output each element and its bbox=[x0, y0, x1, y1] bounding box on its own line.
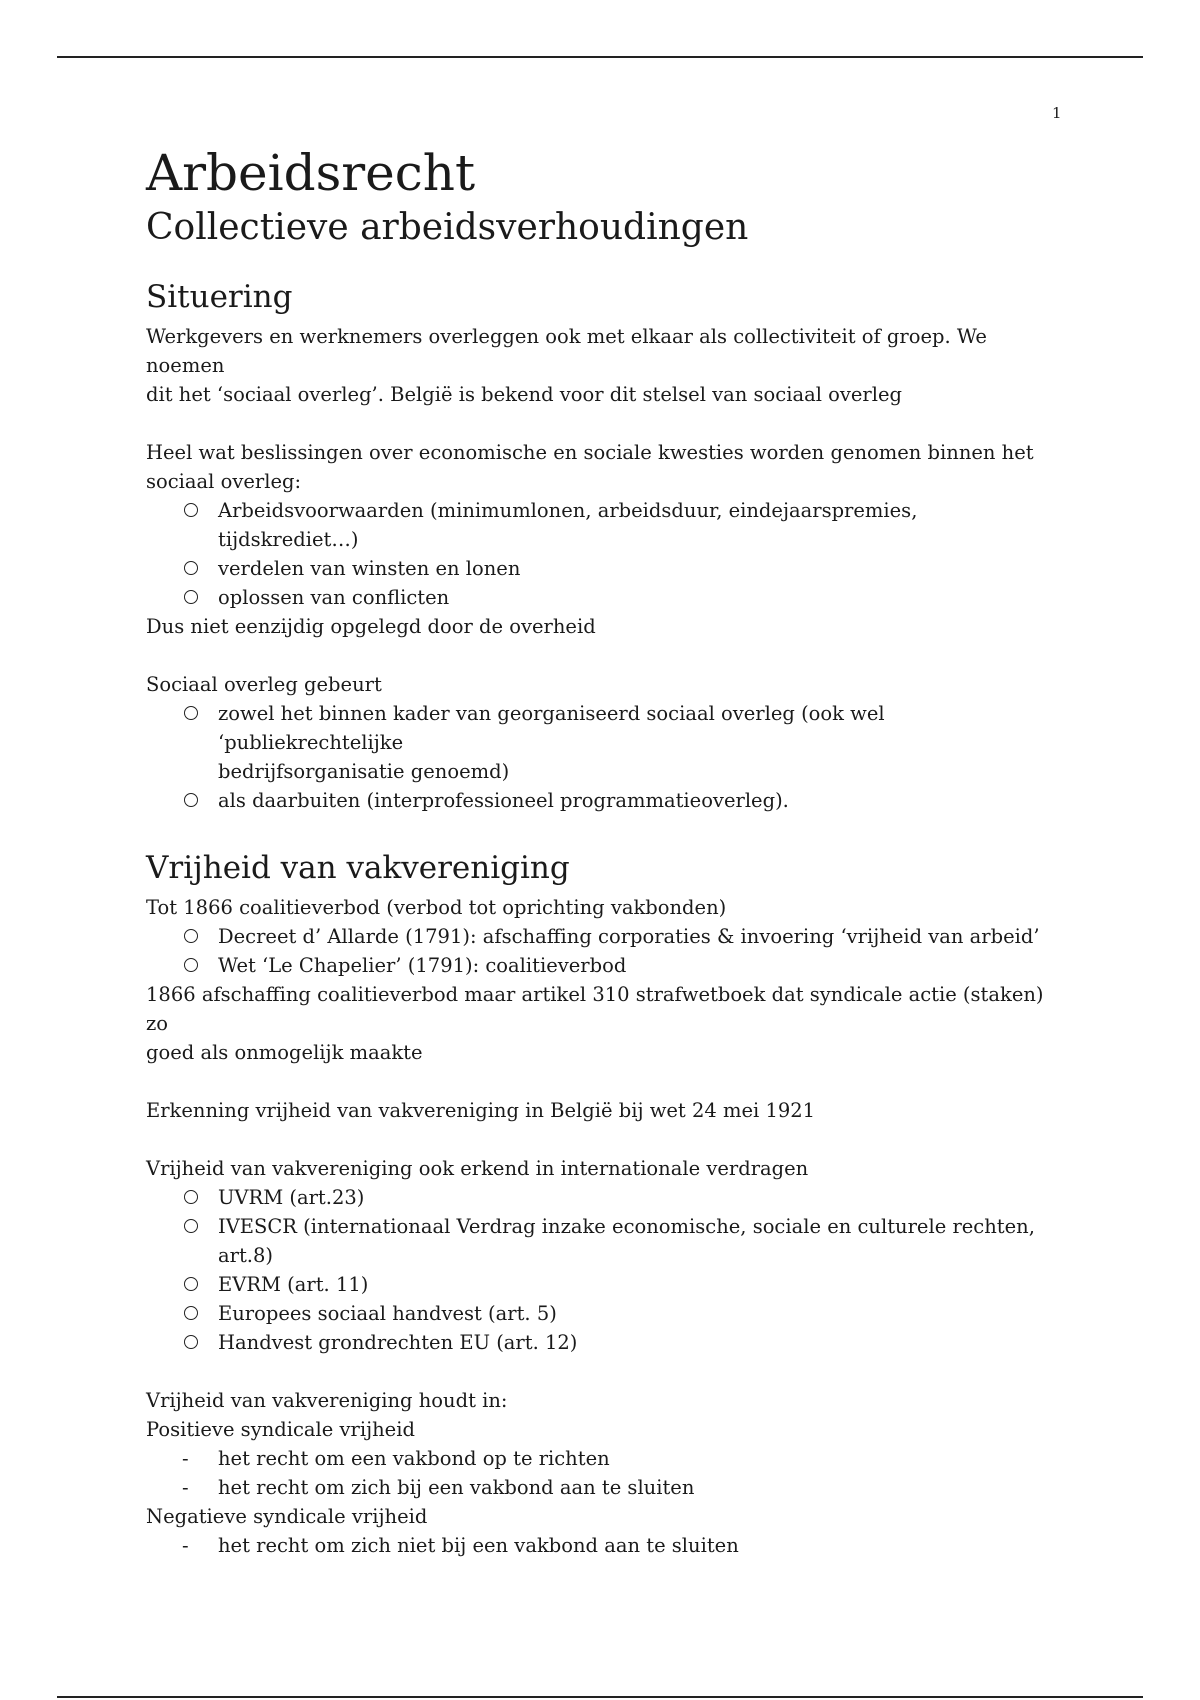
bottom-rule bbox=[57, 1696, 1143, 1698]
circle-bullet-icon bbox=[184, 1306, 198, 1320]
section-heading-situering: Situering bbox=[146, 279, 293, 315]
document-subtitle: Collectieve arbeidsverhoudingen bbox=[146, 207, 749, 248]
circle-bullet-icon bbox=[184, 1335, 198, 1349]
dash-bullet-icon: - bbox=[182, 1447, 189, 1470]
paragraph-line: Dus niet eenzijdig opgelegd door de overheid bbox=[146, 615, 596, 638]
list-item: - het recht om een vakbond op te richten bbox=[146, 1444, 1066, 1473]
page-number: 1 bbox=[1052, 104, 1062, 122]
section-heading-vakvereniging: Vrijheid van vakvereniging bbox=[146, 850, 570, 886]
circle-bullet-icon bbox=[184, 503, 198, 517]
paragraph-line: Werkgevers en werknemers overleggen ook met elkaar als collectiviteit of groep. We noemen bbox=[146, 325, 987, 377]
bullet-list-history bbox=[146, 922, 1066, 980]
list-item: oplossen van conflicten bbox=[146, 583, 1066, 612]
paragraph-line: Sociaal overleg gebeurt bbox=[146, 673, 382, 696]
list-item: Wet ‘Le Chapelier’ (1791): coalitieverbod bbox=[146, 951, 1066, 980]
circle-bullet-icon bbox=[184, 958, 198, 972]
paragraph-line: sociaal overleg: bbox=[146, 470, 302, 493]
bullet-list-sociaal-overleg bbox=[146, 496, 1066, 612]
list-item: - het recht om zich bij een vakbond aan te sluiten bbox=[146, 1473, 1066, 1502]
list-item: als daarbuiten (interprofessioneel programmatieoverleg). bbox=[146, 786, 1066, 815]
list-item: IVESCR (internationaal Verdrag inzake economische, sociale en culturele rechten, art.8) bbox=[146, 1212, 1066, 1270]
list-item: verdelen van winsten en lonen bbox=[146, 554, 1066, 583]
paragraph-line: Tot 1866 coalitieverbod (verbod tot oprichting vakbonden) bbox=[146, 896, 727, 919]
paragraph-line: Erkenning vrijheid van vakvereniging in België bij wet 24 mei 1921 bbox=[146, 1099, 816, 1122]
circle-bullet-icon bbox=[184, 561, 198, 575]
paragraph-line: dit het ‘sociaal overleg’. België is bekend voor dit stelsel van sociaal overleg bbox=[146, 383, 903, 406]
paragraph-line: Vrijheid van vakvereniging ook erkend in internationale verdragen bbox=[146, 1157, 809, 1180]
dash-bullet-icon: - bbox=[182, 1476, 189, 1499]
circle-bullet-icon bbox=[184, 590, 198, 604]
paragraph-line: Vrijheid van vakvereniging houdt in: bbox=[146, 1389, 508, 1412]
circle-bullet-icon bbox=[184, 793, 198, 807]
subheading-positive: Positieve syndicale vrijheid bbox=[146, 1418, 415, 1441]
circle-bullet-icon bbox=[184, 1219, 198, 1233]
circle-bullet-icon bbox=[184, 1277, 198, 1291]
circle-bullet-icon bbox=[184, 1190, 198, 1204]
list-item: Europees sociaal handvest (art. 5) bbox=[146, 1299, 1066, 1328]
bullet-list-verdragen bbox=[146, 1183, 1066, 1357]
circle-bullet-icon bbox=[184, 929, 198, 943]
list-item: Handvest grondrechten EU (art. 12) bbox=[146, 1328, 1066, 1357]
list-item: - het recht om zich niet bij een vakbond aan te sluiten bbox=[146, 1531, 1066, 1560]
dash-list-positive bbox=[146, 1444, 1066, 1502]
list-item: UVRM (art.23) bbox=[146, 1183, 1066, 1212]
list-item: zowel het binnen kader van georganiseerd sociaal overleg (ook wel ‘publiekrechtelijke bedrijfsorganisatie genoemd) bbox=[146, 699, 1066, 786]
list-item: Arbeidsvoorwaarden (minimumlonen, arbeidsduur, eindejaarspremies, tijdskrediet…) bbox=[146, 496, 1066, 554]
circle-bullet-icon bbox=[184, 706, 198, 720]
top-rule bbox=[57, 56, 1143, 58]
dash-bullet-icon: - bbox=[182, 1534, 189, 1557]
dash-list-negative bbox=[146, 1531, 1066, 1560]
paragraph-line: 1866 afschaffing coalitieverbod maar artikel 310 strafwetboek dat syndicale actie (staken) zo bbox=[146, 983, 1044, 1035]
document-title: Arbeidsrecht bbox=[146, 144, 476, 202]
list-item: Decreet d’ Allarde (1791): afschaffing corporaties & invoering ‘vrijheid van arbeid’ bbox=[146, 922, 1066, 951]
paragraph-line: Heel wat beslissingen over economische en sociale kwesties worden genomen binnen het bbox=[146, 441, 1034, 464]
subheading-negative: Negatieve syndicale vrijheid bbox=[146, 1505, 428, 1528]
bullet-list-overleg-gebeurt bbox=[146, 699, 1066, 815]
document-body bbox=[146, 142, 1066, 1560]
list-item: EVRM (art. 11) bbox=[146, 1270, 1066, 1299]
paragraph-line: goed als onmogelijk maakte bbox=[146, 1041, 423, 1064]
